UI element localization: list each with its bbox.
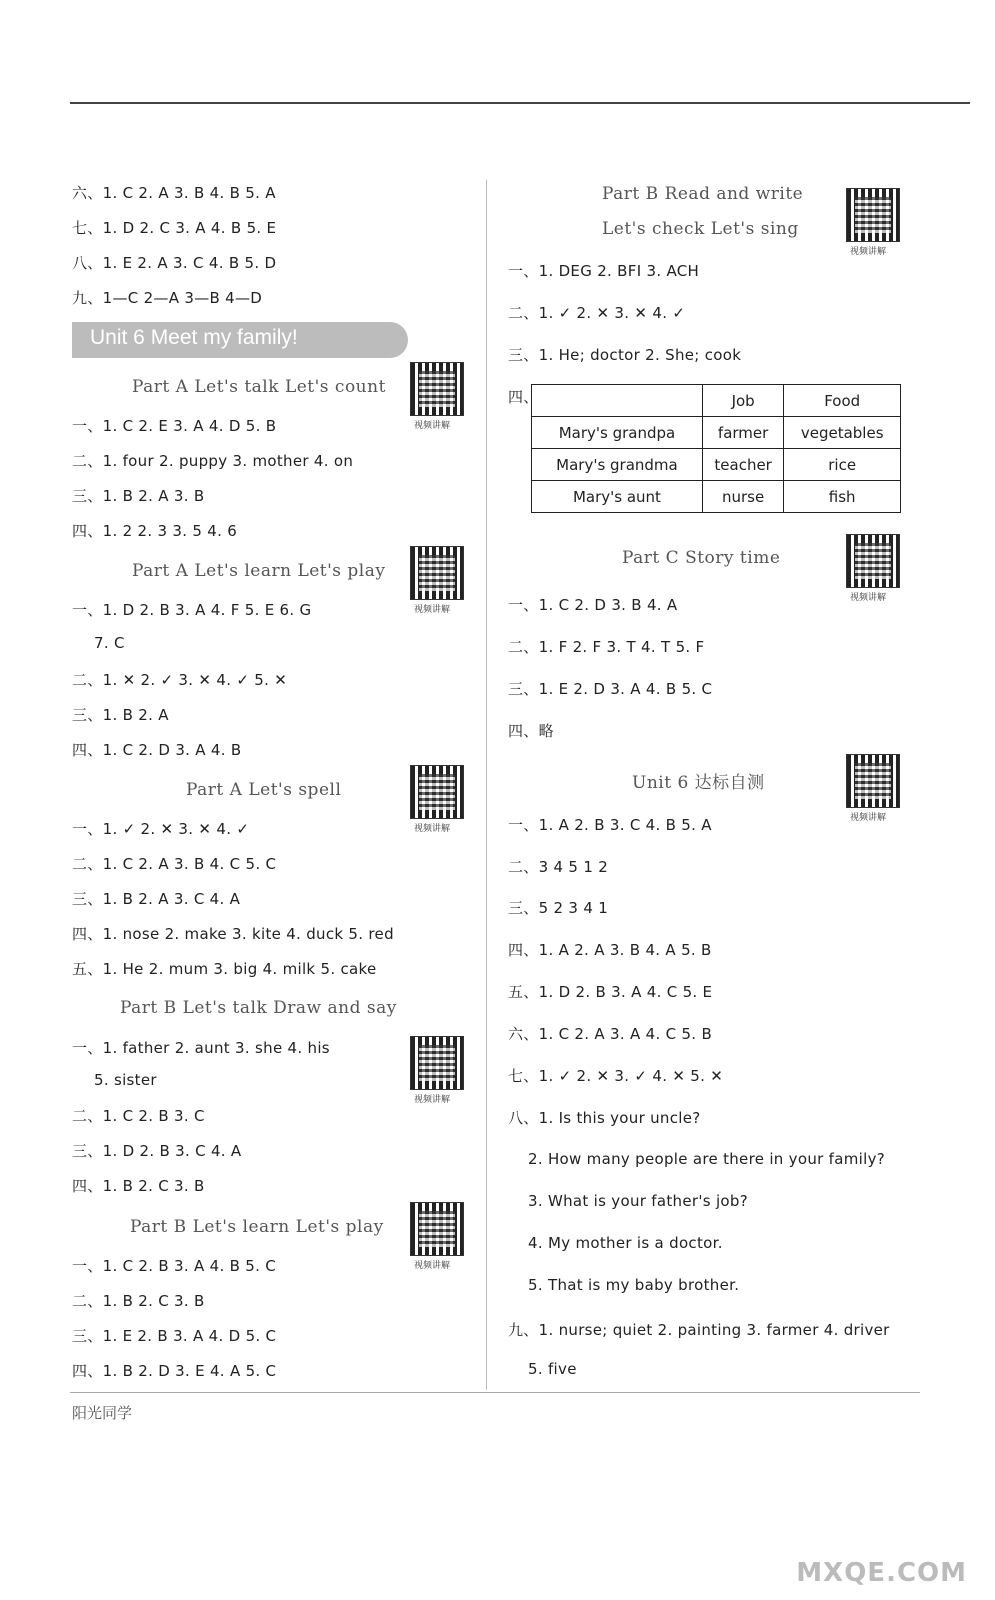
answer-line: 三、1. D 2. B 3. C 4. A — [72, 1142, 242, 1160]
table-cell: vegetables — [784, 417, 901, 449]
answer-line: 四、1. 2 2. 3 3. 5 4. 6 — [72, 522, 238, 540]
answer-line: 5. That is my baby brother. — [528, 1276, 740, 1294]
table-cell: farmer — [702, 417, 783, 449]
answer-line: 三、1. B 2. A 3. B — [72, 487, 205, 505]
qr-code-icon[interactable] — [410, 765, 464, 819]
watermark: MXQE.COM — [796, 1558, 967, 1588]
answer-line: 四、1. nose 2. make 3. kite 4. duck 5. red — [72, 925, 394, 943]
answer-line: 一、1. C 2. B 3. A 4. B 5. C — [72, 1257, 277, 1275]
answer-line: 七、1. D 2. C 3. A 4. B 5. E — [72, 219, 277, 237]
family-jobs-table — [531, 384, 901, 513]
qr-caption: 视频讲解 — [414, 1261, 451, 1271]
section-heading: Part A Let's learn Let's play — [132, 561, 386, 581]
table-row — [532, 385, 901, 417]
qr-caption: 视频讲解 — [414, 605, 451, 615]
qr-code-icon[interactable] — [410, 1036, 464, 1090]
answer-line: 五、1. D 2. B 3. A 4. C 5. E — [508, 983, 713, 1001]
table-cell: nurse — [702, 481, 783, 513]
qr-code-icon[interactable] — [846, 754, 900, 808]
answer-line: 4. My mother is a doctor. — [528, 1234, 723, 1252]
qr-caption: 视频讲解 — [850, 813, 887, 823]
answer-line: 四、略 — [508, 722, 554, 740]
table-cell: Food — [784, 385, 901, 417]
answer-line: 三、1. He; doctor 2. She; cook — [508, 346, 742, 364]
answer-line: 六、1. C 2. A 3. A 4. C 5. B — [508, 1025, 713, 1043]
answer-line: 五、1. He 2. mum 3. big 4. milk 5. cake — [72, 960, 377, 978]
table-row — [532, 481, 901, 513]
answer-line: 二、1. C 2. A 3. B 4. C 5. C — [72, 855, 277, 873]
answer-line: 一、1. DEG 2. BFI 3. ACH — [508, 262, 700, 280]
section-heading: Part B Read and write — [602, 184, 804, 204]
section-heading: Part C Story time — [622, 548, 781, 568]
qr-caption: 视频讲解 — [414, 1095, 451, 1105]
answer-line: 二、1. four 2. puppy 3. mother 4. on — [72, 452, 354, 470]
bottom-rule — [70, 1392, 920, 1393]
qr-code-icon[interactable] — [410, 546, 464, 600]
answer-line: 2. How many people are there in your family? — [528, 1150, 886, 1168]
answer-line: 一、1. C 2. E 3. A 4. D 5. B — [72, 417, 277, 435]
answer-line: 八、1. Is this your uncle? — [508, 1109, 701, 1127]
unit-banner: Unit 6 Meet my family! — [72, 322, 408, 358]
answer-line: 二、1. ✕ 2. ✓ 3. ✕ 4. ✓ 5. ✕ — [72, 671, 288, 689]
table-cell: Job — [702, 385, 783, 417]
answer-line: 九、1—C 2—A 3—B 4—D — [72, 289, 263, 307]
answer-line: 一、1. C 2. D 3. B 4. A — [508, 596, 678, 614]
qr-caption: 视频讲解 — [414, 421, 451, 431]
answer-line: 三、1. E 2. B 3. A 4. D 5. C — [72, 1327, 277, 1345]
answer-line: 二、1. ✓ 2. ✕ 3. ✕ 4. ✓ — [508, 304, 686, 322]
answer-line: 一、1. A 2. B 3. C 4. B 5. A — [508, 816, 712, 834]
section-heading: Part B Let's learn Let's play — [130, 1217, 384, 1237]
answer-line: 二、3 4 5 1 2 — [508, 858, 609, 876]
answer-line: 四、1. C 2. D 3. A 4. B — [72, 741, 242, 759]
answer-line: 八、1. E 2. A 3. C 4. B 5. D — [72, 254, 277, 272]
answer-line: 七、1. ✓ 2. ✕ 3. ✓ 4. ✕ 5. ✕ — [508, 1067, 724, 1085]
publisher-logo: 阳光同学 — [72, 1404, 133, 1422]
section-heading: Part B Let's talk Draw and say — [120, 998, 397, 1018]
answer-line: 三、5 2 3 4 1 — [508, 899, 609, 917]
table-cell: rice — [784, 449, 901, 481]
answer-line: 六、1. C 2. A 3. B 4. B 5. A — [72, 184, 276, 202]
qr-code-icon[interactable] — [410, 1202, 464, 1256]
qr-caption: 视频讲解 — [850, 247, 887, 257]
answer-line: 四、1. A 2. A 3. B 4. A 5. B — [508, 941, 712, 959]
answer-line: 九、1. nurse; quiet 2. painting 3. farmer 4. driver — [508, 1321, 890, 1339]
qr-caption: 视频讲解 — [850, 593, 887, 603]
answer-line: 四、1. B 2. C 3. B — [72, 1177, 205, 1195]
table-cell: fish — [784, 481, 901, 513]
answer-line: 5. five — [528, 1360, 577, 1378]
answer-line: 二、1. F 2. F 3. T 4. T 5. F — [508, 638, 705, 656]
answer-line: 三、1. B 2. A 3. C 4. A — [72, 890, 241, 908]
answer-line: 二、1. C 2. B 3. C — [72, 1107, 205, 1125]
top-rule — [70, 102, 970, 104]
table-cell: teacher — [702, 449, 783, 481]
qr-code-icon[interactable] — [410, 362, 464, 416]
answer-line: 三、1. B 2. A — [72, 706, 169, 724]
column-divider — [486, 180, 487, 1390]
section-heading: Part A Let's spell — [186, 780, 342, 800]
table-row — [532, 417, 901, 449]
table-cell: Mary's aunt — [532, 481, 703, 513]
qr-code-icon[interactable] — [846, 188, 900, 242]
answer-line: 一、1. D 2. B 3. A 4. F 5. E 6. G — [72, 601, 312, 619]
table-label: 四、 — [508, 388, 539, 406]
answer-line: 一、1. father 2. aunt 3. she 4. his — [72, 1039, 330, 1057]
qr-caption: 视频讲解 — [414, 824, 451, 834]
table-cell: Mary's grandma — [532, 449, 703, 481]
answer-line: 3. What is your father's job? — [528, 1192, 748, 1210]
answer-line: 5. sister — [94, 1071, 157, 1089]
answer-line: 三、1. E 2. D 3. A 4. B 5. C — [508, 680, 713, 698]
answer-line: 四、1. B 2. D 3. E 4. A 5. C — [72, 1362, 277, 1380]
answer-line: 7. C — [94, 634, 125, 652]
section-subheading: Let's check Let's sing — [602, 219, 799, 239]
table-cell: Mary's grandpa — [532, 417, 703, 449]
section-heading: Unit 6 达标自测 — [632, 773, 765, 793]
qr-code-icon[interactable] — [846, 534, 900, 588]
table-cell — [532, 385, 703, 417]
section-heading: Part A Let's talk Let's count — [132, 377, 386, 397]
table-row — [532, 449, 901, 481]
answer-line: 一、1. ✓ 2. ✕ 3. ✕ 4. ✓ — [72, 820, 250, 838]
answer-line: 二、1. B 2. C 3. B — [72, 1292, 205, 1310]
